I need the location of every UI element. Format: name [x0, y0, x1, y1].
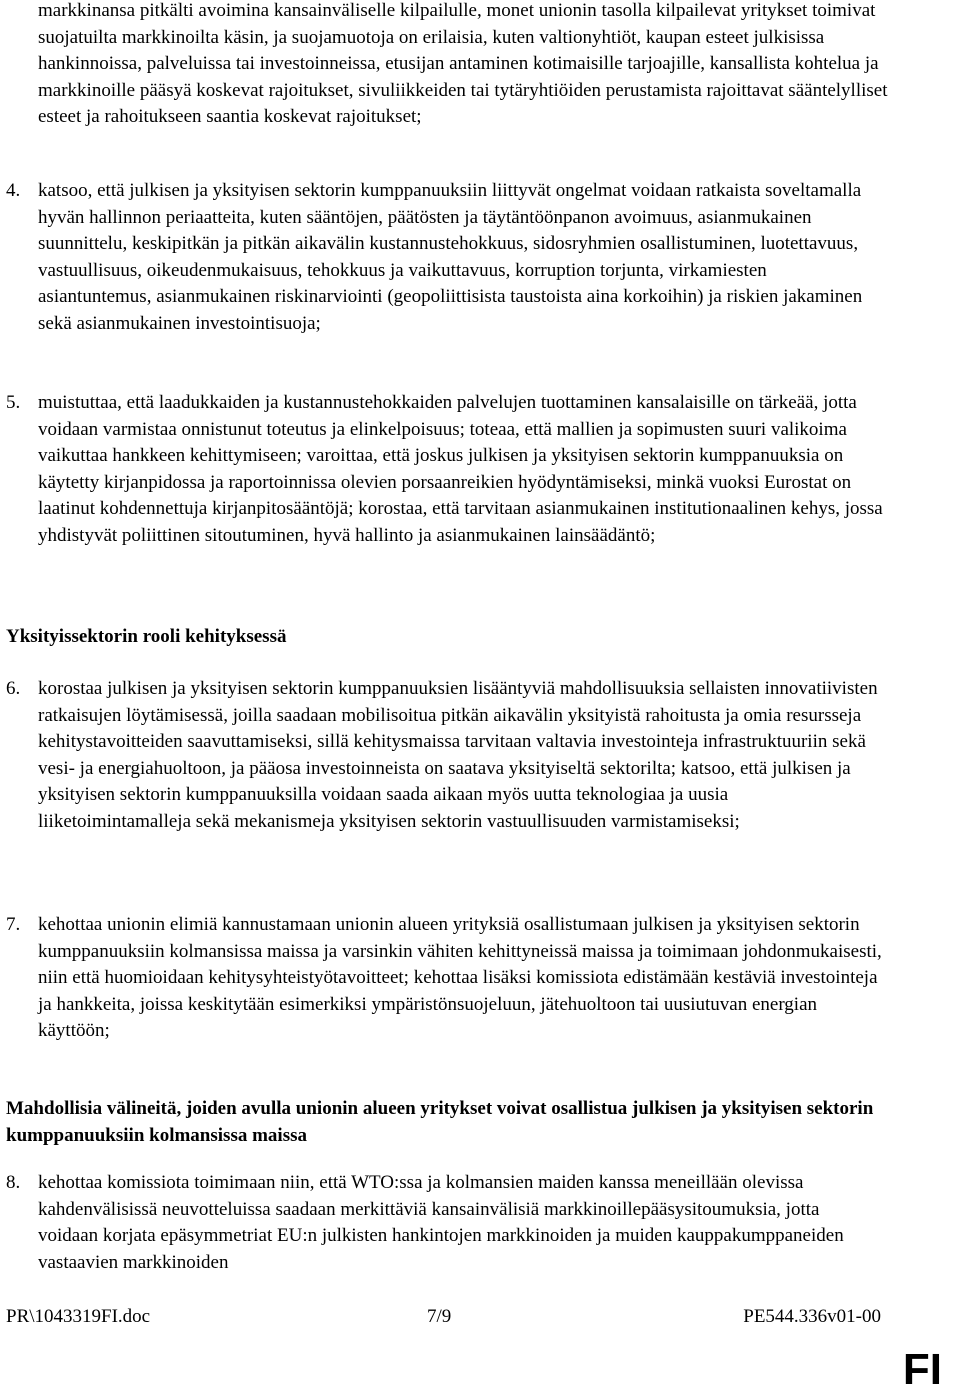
paragraph-text: korostaa julkisen ja yksityisen sektorin kumppanuuksien lisääntyviä mahdollisuuksia sellaisten innovatiivisten ratkaisujen löytämisessä, joilla saadaan mobilisoitua pitkän aikavälin yksityistä rahoitusta ja omia resursseja kehitystavoitteiden saavuttamiseksi, sillä kehitysmaissa tarvitaan valtavia investointeja infrastruktuuriin sekä vesi- ja energiahuoltoon, ja pääosa investoinneista on saatava yksityiseltä sektorilta; katsoo, että julkisen ja yksityisen sektorin kumppanuuksilla voidaan saada aikaan myös uutta teknologiaa ja uusia liiketoimintamalleja sekä mekanismeja yksityisen sektorin vastuullisuuden varmistamiseksi; — [38, 678, 878, 832]
section-heading-instruments: Mahdollisia välineitä, joiden avulla unionin alueen yritykset voivat osallistua julkisen ja yksityisen sektorin kumppanuuksiin kolmansissa maissa — [6, 1098, 874, 1146]
paragraph-text: muistuttaa, että laadukkaiden ja kustannustehokkaiden palvelujen tuottaminen kansalaisille on tärkeää, jotta voidaan varmistaa onnistunut toteutus ja elinkelpoisuus; toteaa, että mallien ja sopimusten suuri valikoima vaikuttaa hankkeen kehittymiseen; varoittaa, että joskus julkisen ja yksityisen sektorin kumppanuuksia on käytetty kirjanpidossa ja raportoinnissa olevien porsaanreikien hyödyntämiseksi, minkä vuoksi Eurostat on laatinut kohdennettuja kirjanpitosääntöjä; korostaa, että tarvitaan asianmukainen institutionaalinen kehys, jossa yhdistyvät poliittinen sitoutuminen, hyvä hallinto ja asianmukainen lainsäädäntö; — [38, 392, 883, 546]
language-code: FI — [902, 1345, 942, 1394]
section-heading-private-sector: Yksityissektorin rooli kehityksessä — [6, 626, 287, 647]
paragraph-number: 8. — [6, 1172, 21, 1193]
paragraph-text: katsoo, että julkisen ja yksityisen sektorin kumppanuuksiin liittyvät ongelmat voidaan ratkaista soveltamalla hyvän hallinnon periaatteita, kuten sääntöjen, päätösten ja täytäntöönpanon avoimuus, asianmukainen suunnittelu, keskipitkän ja pitkän aikavälin kustannustehokkuus, sidosryhmien osallistuminen, luotettavuus, vastuullisuus, oikeudenmukaisuus, tehokkuus ja vaikuttavuus, korruption torjunta, virkamiesten asiantuntemus, asianmukainen riskinarviointi (geopoliittisista taustoista aina korkoihin) ja riskien jakaminen sekä asianmukainen investointisuoja; — [38, 180, 863, 334]
paragraph-number: 7. — [6, 914, 21, 935]
footer-pe-reference: PE544.336v01-00 — [743, 1306, 881, 1327]
paragraph-5 — [6, 390, 906, 550]
paragraph-6 — [6, 676, 906, 836]
continuation-paragraph: markkinansa pitkälti avoimina kansainväliselle kilpailulle, monet unionin tasolla kilpailevat yritykset toimivat suojatuilta markkinoilta käsin, ja suojamuotoja on erilaisia, kuten valtionyhtiöt, kaupan esteet julkisissa hankinnoissa, palveluissa tai investoinneissa, etusijan antaminen kotimaisille tarjoajille, kansallista kohtelua ja markkinoille pääsyä koskevat rajoitukset, sivuliikkeiden tai tytäryhtiöiden perustamista rajoittavat sääntelylliset esteet ja rahoitukseen saantia koskevat rajoitukset; — [38, 0, 888, 128]
footer-page-number: 7/9 — [427, 1306, 452, 1327]
paragraph-text: kehottaa komissiota toimimaan niin, että WTO:ssa ja kolmansien maiden kanssa meneillään olevissa kahdenvälisissä neuvotteluissa saadaan merkittäviä kansainvälisiä markkinoillepääsysitoumuksia, jotta voidaan korjata epäsymmetriat EU:n julkisten hankintojen markkinoiden ja muiden kauppakumppaneiden vastaavien markkinoiden — [38, 1172, 844, 1273]
paragraph-4 — [6, 178, 906, 338]
page-footer — [6, 1304, 881, 1332]
paragraph-text: kehottaa unionin elimiä kannustamaan unionin alueen yrityksiä osallistumaan julkisen ja yksityisen sektorin kumppanuuksiin kolmansissa maissa ja varsinkin vähiten kehittyneissä maissa ja toimimaan johdonmukaisesti, niin että huomioidaan kehitysyhteistyötavoitteet; kehottaa lisäksi komissiota edistämään kestäviä investointeja ja hankkeita, joissa keskitytään esimerkiksi ympäristönsuojeluun, jätehuoltoon tai uusiutuvan energian käyttöön; — [38, 914, 882, 1042]
paragraph-number: 6. — [6, 678, 21, 699]
paragraph-8 — [6, 1170, 906, 1276]
footer-doc-reference: PR\1043319FI.doc — [6, 1306, 151, 1327]
paragraph-number: 4. — [6, 180, 21, 201]
paragraph-number: 5. — [6, 392, 21, 413]
paragraph-7 — [6, 912, 906, 1045]
